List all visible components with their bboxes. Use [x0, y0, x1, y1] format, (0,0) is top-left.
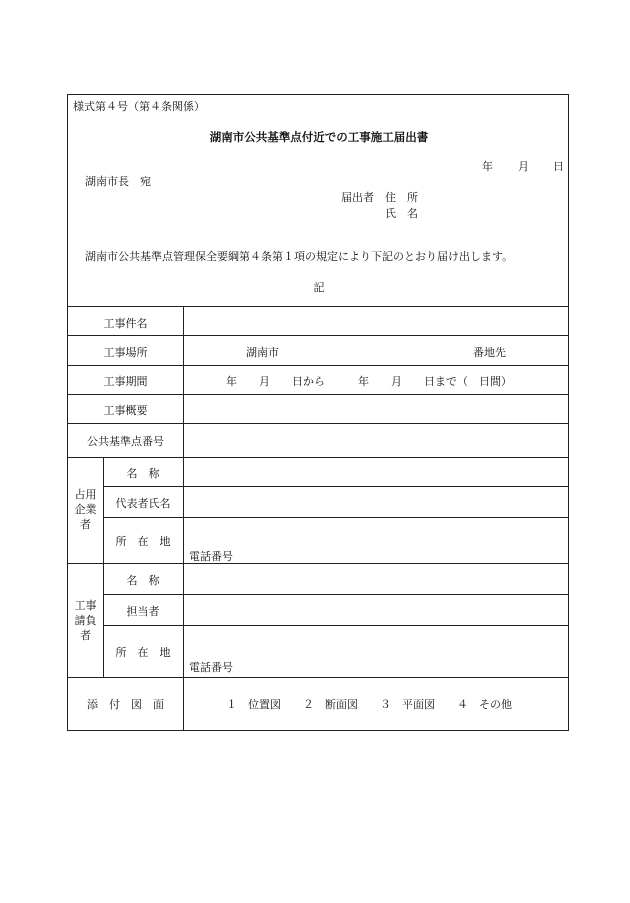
label-work-name: 工事件名 — [103, 317, 148, 330]
label-occupant-name: 名 称 — [126, 467, 160, 480]
label-occupant-location: 所 在 地 — [115, 535, 171, 548]
contractor-phone: 電話番号 — [189, 661, 233, 674]
label-benchmark-no: 公共基準点番号 — [87, 435, 164, 448]
submitter-label: 届出者 — [341, 191, 374, 204]
period-text: 年 月 日から 年 月 日まで（ 日間） — [226, 375, 512, 388]
label-work-place: 工事場所 — [103, 346, 148, 359]
occupant-group-text: 占用企業者 — [74, 488, 97, 531]
label-attachments: 添 付 図 面 — [87, 698, 164, 711]
construction-notice-form — [67, 94, 569, 731]
addressee: 湖南市長 宛 — [85, 175, 151, 188]
contractor-group-text: 工事請負者 — [74, 599, 97, 642]
name-label: 氏 名 — [385, 207, 418, 220]
form-title: 湖南市公共基準点付近での工事施工届出書 — [209, 130, 429, 144]
work-place-suffix: 番地先 — [473, 346, 506, 359]
label-person-in-charge: 担当者 — [126, 605, 160, 618]
label-representative: 代表者氏名 — [115, 497, 171, 510]
date-day: 日 — [553, 160, 564, 173]
occupant-phone: 電話番号 — [189, 550, 233, 563]
form-number: 様式第４号（第４条関係） — [73, 100, 205, 113]
attachment-list: １ 位置図 ２ 断面図 ３ 平面図 ４ その他 — [226, 698, 512, 711]
label-occupant-group — [68, 487, 103, 532]
ki-mark: 記 — [313, 281, 325, 294]
label-contractor-group — [68, 598, 103, 643]
work-place-city: 湖南市 — [246, 346, 279, 359]
date-month: 月 — [518, 160, 529, 173]
address-label: 住 所 — [385, 191, 418, 204]
statement: 湖南市公共基準点管理保全要綱第４条第１項の規定により下記のとおり届け出します。 — [85, 250, 514, 263]
label-work-summary: 工事概要 — [103, 404, 148, 417]
date-year: 年 — [482, 160, 493, 173]
label-contractor-location: 所 在 地 — [115, 646, 171, 659]
label-work-period: 工事期間 — [103, 375, 148, 388]
label-contractor-name: 名 称 — [126, 574, 160, 587]
